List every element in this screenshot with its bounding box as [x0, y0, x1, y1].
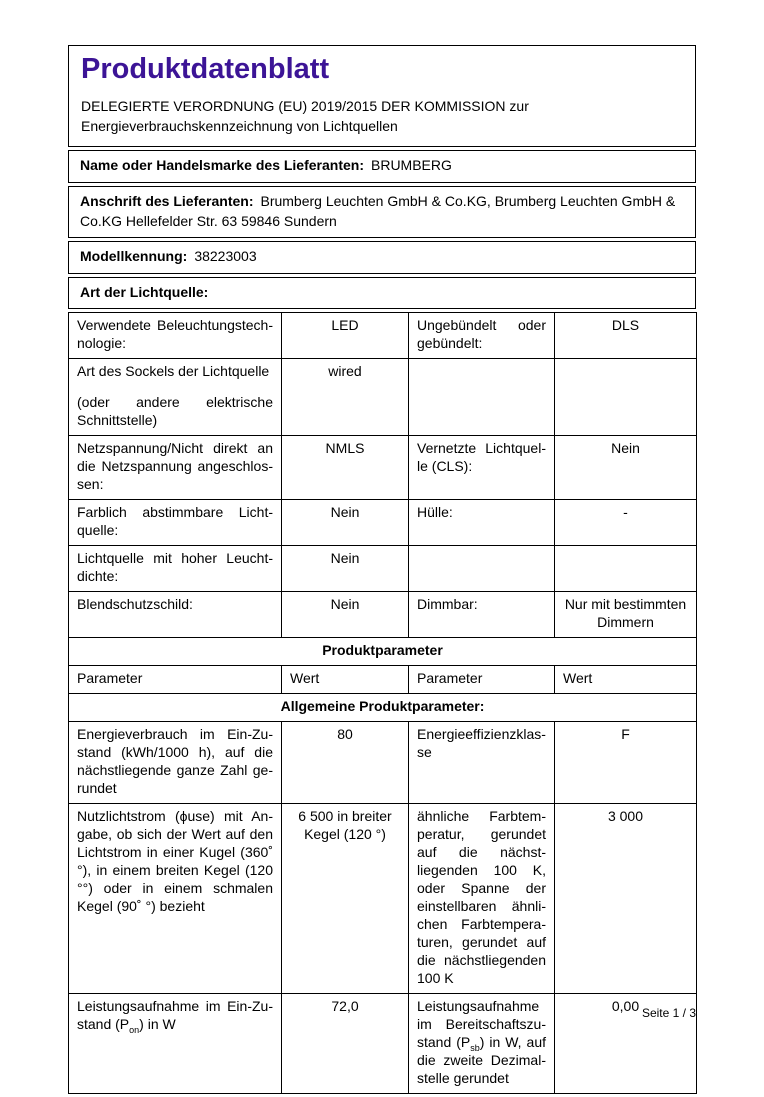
table-row	[69, 994, 697, 1094]
parameters-table	[68, 312, 697, 1094]
param-cell: Netzspannung/Nicht direkt an die Netzspannung angeschlossen:	[69, 436, 282, 500]
param-text: ) in W, auf die zweite Dezimalstelle gerundet	[417, 1034, 546, 1087]
table-row	[69, 592, 697, 638]
subscript: on	[129, 1025, 140, 1036]
value-cell: wired	[282, 359, 409, 436]
value-cell: F	[555, 722, 697, 804]
value-cell: Nein	[282, 592, 409, 638]
model-id-label: Modellkennung:	[80, 248, 188, 265]
param-cell	[69, 359, 282, 436]
value-cell: 6 500 in breiter Kegel (120 °)	[282, 804, 409, 994]
value-cell: 80	[282, 722, 409, 804]
section-header-row	[69, 694, 697, 722]
param-cell: Energieverbrauch im Ein-Zustand (kWh/1000 h), auf die nächstliegende ganze Zahl gerundet	[69, 722, 282, 804]
table-row	[69, 436, 697, 500]
param-cell	[69, 994, 282, 1094]
param-cell	[409, 359, 555, 436]
param-cell: Nutzlichtstrom (ϕuse) mit Angabe, ob sich der Wert auf den Lichtstrom in einer Kugel (360˚ °), in einem breiten Kegel (120 °°) oder in einem schmalen Kegel (90˚ °) bezieht	[69, 804, 282, 994]
datasheet-page	[68, 45, 696, 1097]
param-cell: Lichtquelle mit hoher Leuchtdichte:	[69, 546, 282, 592]
param-cell: Blendschutzschild:	[69, 592, 282, 638]
param-text: Leistungsaufnahme im Ein-Zustand (P	[77, 998, 273, 1033]
table-row	[69, 722, 697, 804]
value-cell	[555, 359, 697, 436]
supplier-name-row	[68, 150, 696, 183]
supplier-name-label: Name oder Handelsmarke des Lieferanten:	[80, 157, 364, 174]
value-cell: NMLS	[282, 436, 409, 500]
param-line: Art des Sockels der Lichtquelle	[77, 363, 270, 380]
table-row	[69, 546, 697, 592]
table-row	[69, 359, 697, 436]
value-cell: Nur mit bestimmten Dimmern	[555, 592, 697, 638]
value-cell: 72,0	[282, 994, 409, 1094]
value-cell: LED	[282, 313, 409, 359]
column-header-row	[69, 666, 697, 694]
param-cell: Vernetzte Lichtquelle (CLS):	[409, 436, 555, 500]
header-box	[68, 45, 696, 147]
value-cell	[555, 546, 697, 592]
page-number: Seite 1 / 3	[641, 1006, 696, 1020]
column-header: Parameter	[409, 666, 555, 694]
param-cell: Farblich abstimmbare Lichtquelle:	[69, 500, 282, 546]
column-header: Wert	[555, 666, 697, 694]
column-header: Parameter	[69, 666, 282, 694]
product-parameters-heading: Produktparameter	[69, 638, 697, 666]
param-cell	[409, 546, 555, 592]
param-cell: Verwendete Beleuchtungstechnologie:	[69, 313, 282, 359]
param-cell: Dimmbar:	[409, 592, 555, 638]
page-title: Produktdatenblatt	[81, 53, 330, 85]
subscript: sb	[470, 1043, 480, 1054]
value-cell: 0,00	[555, 994, 697, 1094]
param-cell: ähnliche Farbtemperatur, gerundet auf die nächstliegenden 100 K, oder Spanne der einstellbaren ähnlichen Farbtemperaturen, gerundet auf die nächstliegenden 100 K	[409, 804, 555, 994]
value-cell: Nein	[282, 500, 409, 546]
param-cell: Energieeffizienzklasse	[409, 722, 555, 804]
param-cell	[409, 994, 555, 1094]
supplier-name-value: BRUMBERG	[371, 157, 452, 174]
value-cell: DLS	[555, 313, 697, 359]
column-header: Wert	[282, 666, 409, 694]
param-text: Leistungsaufnahme im Bereitschaftszustand (P	[417, 998, 546, 1051]
param-text: ) in W	[139, 1016, 176, 1033]
value-cell: Nein	[282, 546, 409, 592]
supplier-address-label: Anschrift des Lieferanten:	[80, 193, 254, 210]
param-cell: Ungebündelt oder gebündelt:	[409, 313, 555, 359]
section-header-row	[69, 638, 697, 666]
supplier-address-row	[68, 186, 696, 238]
light-source-heading: Art der Lichtquelle:	[80, 283, 209, 300]
value-cell: Nein	[555, 436, 697, 500]
param-line: (oder andere elektrische Schnittstelle)	[77, 394, 273, 429]
general-parameters-heading: Allgemeine Produktparameter:	[69, 694, 697, 722]
table-row	[69, 500, 697, 546]
table-row	[69, 804, 697, 994]
param-cell: Hülle:	[409, 500, 555, 546]
regulation-subtitle: DELEGIERTE VERORDNUNG (EU) 2019/2015 DER KOMMISSION zur Energieverbrauchskennzeichnung von Lichtquellen	[81, 97, 529, 135]
value-cell: -	[555, 500, 697, 546]
light-source-heading-row	[68, 277, 696, 310]
model-id-row	[68, 241, 696, 274]
table-row	[69, 313, 697, 359]
supplier-address-value: Brumberg Leuchten GmbH & Co.KG, Brumberg Leuchten GmbH & Co.KG Hellefelder Str. 63 59846 Sundern	[80, 193, 676, 229]
model-id-value: 38223003	[194, 248, 257, 265]
value-cell: 3 000	[555, 804, 697, 994]
